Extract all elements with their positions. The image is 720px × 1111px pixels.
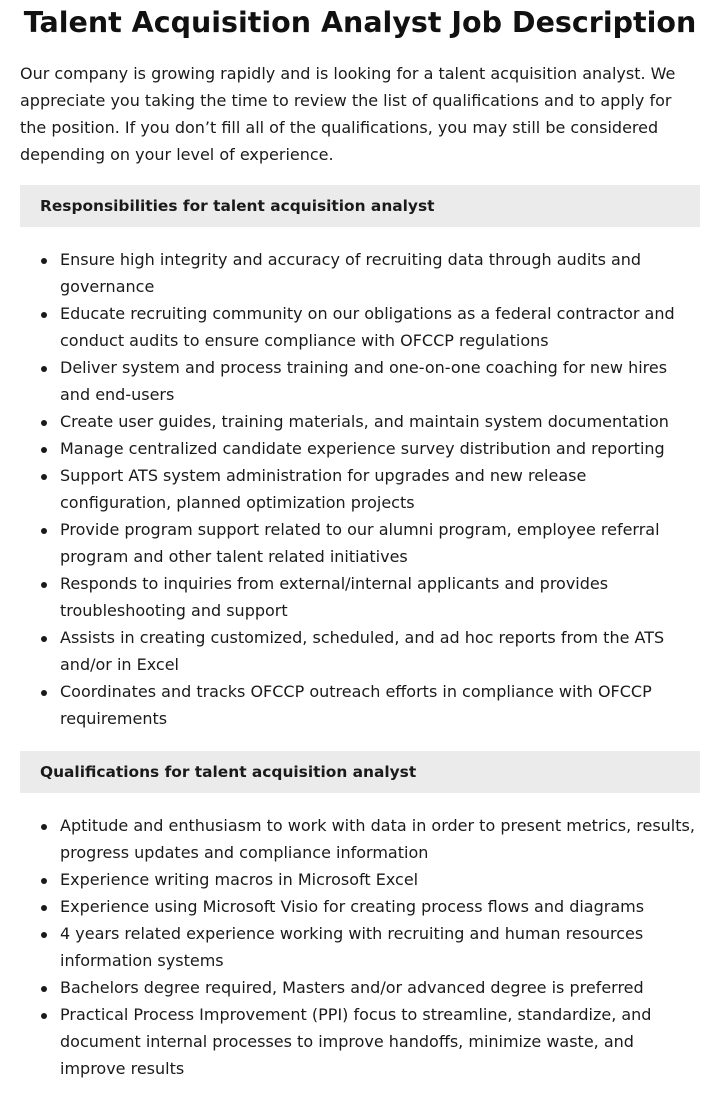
list-item [20, 893, 700, 920]
list-item-text: Bachelors degree required, Masters and/or advanced degree is preferred [60, 978, 644, 997]
list-item-text: Manage centralized candidate experience survey distribution and reporting [60, 439, 665, 458]
list-item-text: Experience writing macros in Microsoft Excel [60, 870, 419, 889]
qualifications-heading: Qualifications for talent acquisition analyst [20, 751, 700, 793]
list-item [20, 866, 700, 893]
list-item [20, 678, 700, 732]
bullet-icon [41, 905, 47, 911]
bullet-icon [41, 986, 47, 992]
bullet-icon [41, 258, 47, 264]
list-item-text: Coordinates and tracks OFCCP outreach efforts in compliance with OFCCP requirements [60, 682, 652, 728]
list-item-text: Practical Process Improvement (PPI) focus to streamline, standardize, and document internal processes to improve handoffs, minimize waste, and improve results [60, 1005, 652, 1078]
list-item [20, 1001, 700, 1082]
list-item-text: Educate recruiting community on our obligations as a federal contractor and conduct audits to ensure compliance with OFCCP regulations [60, 304, 675, 350]
bullet-icon [41, 932, 47, 938]
list-item [20, 246, 700, 300]
list-item [20, 974, 700, 1001]
qualifications-list [20, 812, 700, 1082]
list-item [20, 408, 700, 435]
list-item-text: Assists in creating customized, scheduled, and ad hoc reports from the ATS and/or in Excel [60, 628, 665, 674]
bullet-icon [41, 582, 47, 588]
responsibilities-heading: Responsibilities for talent acquisition analyst [20, 185, 700, 227]
bullet-icon [41, 312, 47, 318]
list-item [20, 462, 700, 516]
list-item-text: Create user guides, training materials, and maintain system documentation [60, 412, 669, 431]
bullet-icon [41, 420, 47, 426]
list-item-text: 4 years related experience working with recruiting and human resources information systems [60, 924, 644, 970]
list-item-text: Experience using Microsoft Visio for creating process flows and diagrams [60, 897, 645, 916]
list-item-text: Responds to inquiries from external/internal applicants and provides troubleshooting and support [60, 574, 609, 620]
bullet-icon [41, 528, 47, 534]
list-item-text: Provide program support related to our alumni program, employee referral program and other talent related initiatives [60, 520, 660, 566]
list-item-text: Deliver system and process training and one-on-one coaching for new hires and end-users [60, 358, 668, 404]
page-title: Talent Acquisition Analyst Job Description [23, 6, 697, 39]
intro-paragraph: Our company is growing rapidly and is looking for a talent acquisition analyst. We appreciate you taking the time to review the list of qualifications and to apply for the position. If you don’t fill all of the qualifications, you may still be considered depending on your level of experience. [20, 64, 676, 164]
list-item [20, 300, 700, 354]
list-item [20, 812, 700, 866]
bullet-icon [41, 690, 47, 696]
bullet-icon [41, 636, 47, 642]
list-item [20, 435, 700, 462]
list-item-text: Aptitude and enthusiasm to work with data in order to present metrics, results, progress updates and compliance information [60, 816, 695, 862]
bullet-icon [41, 474, 47, 480]
list-item [20, 570, 700, 624]
list-item [20, 624, 700, 678]
bullet-icon [41, 824, 47, 830]
responsibilities-list [20, 246, 700, 732]
bullet-icon [41, 878, 47, 884]
bullet-icon [41, 1013, 47, 1019]
list-item-text: Ensure high integrity and accuracy of recruiting data through audits and governance [60, 250, 642, 296]
list-item [20, 354, 700, 408]
list-item-text: Support ATS system administration for upgrades and new release configuration, planned optimization projects [60, 466, 587, 512]
list-item [20, 516, 700, 570]
bullet-icon [41, 366, 47, 372]
bullet-icon [41, 447, 47, 453]
list-item [20, 920, 700, 974]
